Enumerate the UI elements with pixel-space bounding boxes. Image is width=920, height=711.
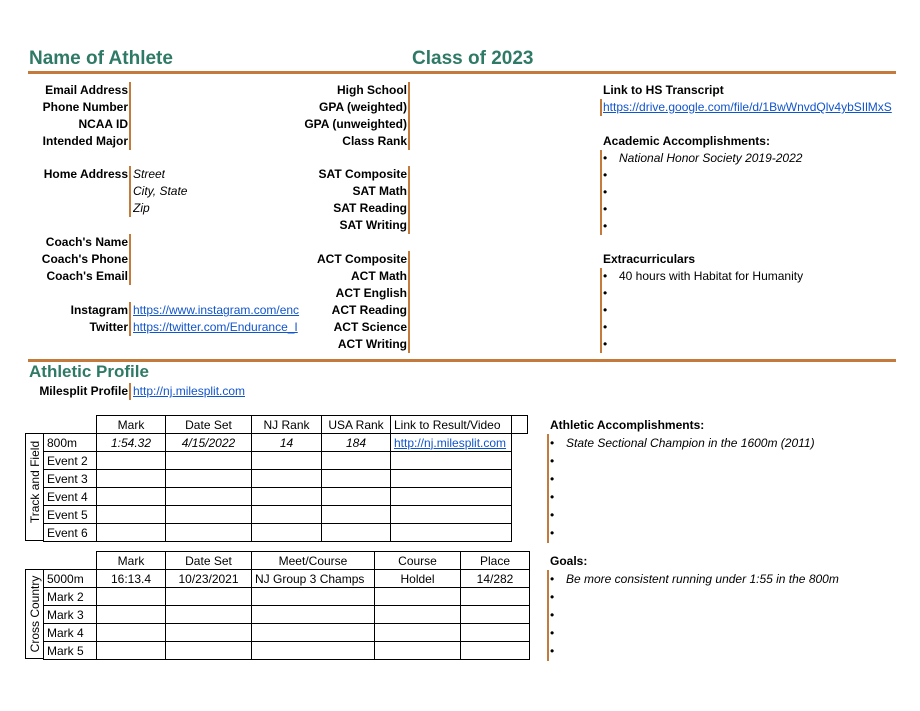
- transcript-link[interactable]: https://drive.google.com/file/d/1BwWnvdQlv4ybSIlMxS: [603, 100, 892, 114]
- xc-table: [43, 551, 530, 660]
- athletic-acc-item: •: [550, 526, 555, 540]
- twitter-link[interactable]: https://twitter.com/Endurance_I: [133, 320, 298, 334]
- athletic-profile-title: Athletic Profile: [29, 362, 149, 381]
- extracurriculars-label: Extracurriculars: [603, 252, 696, 266]
- track-header-date: Date Set: [166, 416, 252, 434]
- xc-header-course: Course: [375, 552, 461, 570]
- athlete-name-title: Name of Athlete: [29, 48, 173, 69]
- col2-sat-bar: [408, 166, 410, 234]
- goal-item: •: [550, 590, 555, 604]
- extracurricular-item: •: [603, 320, 608, 334]
- city-state-field[interactable]: City, State: [133, 184, 188, 198]
- goal-item: •: [550, 644, 555, 658]
- event-cell[interactable]: Event 2: [44, 452, 97, 470]
- zip-field[interactable]: Zip: [133, 201, 150, 215]
- track-header-link: Link to Result/Video: [391, 416, 512, 434]
- twitter-label: Twitter: [89, 320, 128, 334]
- milesplit-link[interactable]: http://nj.milesplit.com: [133, 384, 246, 398]
- academic-item: •: [603, 219, 608, 233]
- phone-label: Phone Number: [42, 100, 128, 114]
- milesplit-label: Milesplit Profile: [39, 384, 128, 398]
- event-cell[interactable]: Event 3: [44, 470, 97, 488]
- act-composite-label: ACT Composite: [317, 252, 407, 266]
- event-cell[interactable]: Mark 3: [44, 606, 97, 624]
- event-cell[interactable]: 5000m: [44, 570, 97, 588]
- academic-item: •: [603, 185, 608, 199]
- table-row: [44, 642, 530, 660]
- athletic-acc-bar: [547, 434, 549, 543]
- sat-math-label: SAT Math: [352, 184, 407, 198]
- event-cell[interactable]: 800m: [44, 434, 97, 452]
- home-address-label: Home Address: [43, 167, 128, 181]
- goals-label: Goals:: [550, 554, 588, 568]
- intended-major-label: Intended Major: [42, 134, 128, 148]
- athletic-acc-item: •: [550, 472, 555, 486]
- track-header-nj-rank: NJ Rank: [252, 416, 322, 434]
- academic-accomplishments-label: Academic Accomplishments:: [603, 134, 770, 148]
- xc-header-place: Place: [461, 552, 530, 570]
- xc-side-box: [25, 569, 43, 659]
- header-divider: [28, 71, 896, 74]
- milesplit-bar: [129, 383, 131, 400]
- act-writing-label: ACT Writing: [337, 337, 407, 351]
- goals-bar: [547, 570, 549, 661]
- extracurricular-item: •: [603, 303, 608, 317]
- coach-name-label: Coach's Name: [45, 235, 128, 249]
- gpa-weighted-label: GPA (weighted): [319, 100, 407, 114]
- table-row: [44, 434, 528, 452]
- table-row: [44, 470, 528, 488]
- col1-coach-bar: [129, 234, 131, 285]
- academic-item: • National Honor Society 2019-2022: [603, 151, 803, 165]
- extracurricular-item: •: [603, 286, 608, 300]
- table-row: [44, 588, 530, 606]
- athletic-acc-item: • State Sectional Champion in the 1600m (2011): [550, 436, 815, 450]
- cross-country-side-label: Cross Country: [28, 575, 42, 653]
- extracurricular-item: • 40 hours with Habitat for Humanity: [603, 269, 804, 283]
- instagram-label: Instagram: [70, 303, 128, 317]
- table-row: [44, 506, 528, 524]
- coach-email-label: Coach's Email: [46, 269, 128, 283]
- event-cell[interactable]: Event 4: [44, 488, 97, 506]
- table-row: [44, 570, 530, 588]
- date-cell[interactable]: 4/15/2022: [166, 434, 252, 452]
- track-side-box: [25, 433, 43, 541]
- table-row: [44, 452, 528, 470]
- xc-header-date: Date Set: [166, 552, 252, 570]
- table-row: [44, 488, 528, 506]
- col3-academic-bar: [600, 150, 602, 235]
- goal-item: •: [550, 626, 555, 640]
- nj-rank-cell[interactable]: 14: [252, 434, 322, 452]
- col2-act-bar: [408, 251, 410, 353]
- coach-phone-label: Coach's Phone: [41, 252, 128, 266]
- course-cell[interactable]: Holdel: [375, 570, 461, 588]
- goal-item: • Be more consistent running under 1:55 in the 800m: [550, 572, 839, 586]
- athletic-acc-item: •: [550, 508, 555, 522]
- high-school-label: High School: [337, 83, 407, 97]
- date-cell[interactable]: 10/23/2021: [166, 570, 252, 588]
- usa-rank-cell[interactable]: 184: [322, 434, 391, 452]
- mark-cell[interactable]: 16:13.4: [97, 570, 166, 588]
- col3-extra-bar: [600, 268, 602, 353]
- event-cell[interactable]: Event 6: [44, 524, 97, 542]
- transcript-label: Link to HS Transcript: [603, 83, 724, 97]
- academic-item: •: [603, 202, 608, 216]
- athletic-acc-item: •: [550, 490, 555, 504]
- table-row: [44, 606, 530, 624]
- mark-cell[interactable]: 1:54.32: [97, 434, 166, 452]
- athletic-acc-item: •: [550, 454, 555, 468]
- athletic-accomplishments-label: Athletic Accomplishments:: [550, 418, 705, 432]
- extracurricular-item: •: [603, 337, 608, 351]
- table-row: [44, 524, 528, 542]
- track-table: [43, 415, 528, 542]
- sat-composite-label: SAT Composite: [318, 167, 407, 181]
- col1-address-bar: [129, 166, 131, 217]
- instagram-link[interactable]: https://www.instagram.com/enc: [133, 303, 300, 317]
- act-math-label: ACT Math: [351, 269, 407, 283]
- col3-transcript-bar: [600, 99, 602, 116]
- act-reading-label: ACT Reading: [331, 303, 407, 317]
- col1-social-bar: [129, 302, 131, 336]
- street-field[interactable]: Street: [133, 167, 166, 181]
- xc-header-row: [44, 552, 530, 570]
- event-cell[interactable]: Mark 5: [44, 642, 97, 660]
- email-label: Email Address: [45, 83, 128, 97]
- result-link-cell[interactable]: http://nj.milesplit.com: [391, 434, 512, 452]
- class-rank-label: Class Rank: [342, 134, 407, 148]
- track-header-row: [44, 416, 528, 434]
- act-english-label: ACT English: [335, 286, 407, 300]
- xc-header-mark: Mark: [97, 552, 166, 570]
- act-science-label: ACT Science: [333, 320, 407, 334]
- track-header-mark: Mark: [97, 416, 166, 434]
- place-cell[interactable]: 14/282: [461, 570, 530, 588]
- sat-reading-label: SAT Reading: [333, 201, 407, 215]
- track-header-usa-rank: USA Rank: [322, 416, 391, 434]
- gpa-unweighted-label: GPA (unweighted): [304, 117, 407, 131]
- track-and-field-side-label: Track and Field: [28, 440, 42, 524]
- goal-item: •: [550, 608, 555, 622]
- col2-school-bar: [408, 82, 410, 150]
- col1-contact-bar: [129, 82, 131, 150]
- meet-cell[interactable]: NJ Group 3 Champs: [252, 570, 375, 588]
- xc-header-meet: Meet/Course: [252, 552, 375, 570]
- event-cell[interactable]: Mark 4: [44, 624, 97, 642]
- event-cell[interactable]: Event 5: [44, 506, 97, 524]
- sat-writing-label: SAT Writing: [339, 218, 407, 232]
- athletic-divider: [28, 359, 896, 362]
- ncaa-id-label: NCAA ID: [78, 117, 128, 131]
- academic-item: •: [603, 168, 608, 182]
- class-of-title: Class of 2023: [412, 48, 534, 69]
- table-row: [44, 624, 530, 642]
- event-cell[interactable]: Mark 2: [44, 588, 97, 606]
